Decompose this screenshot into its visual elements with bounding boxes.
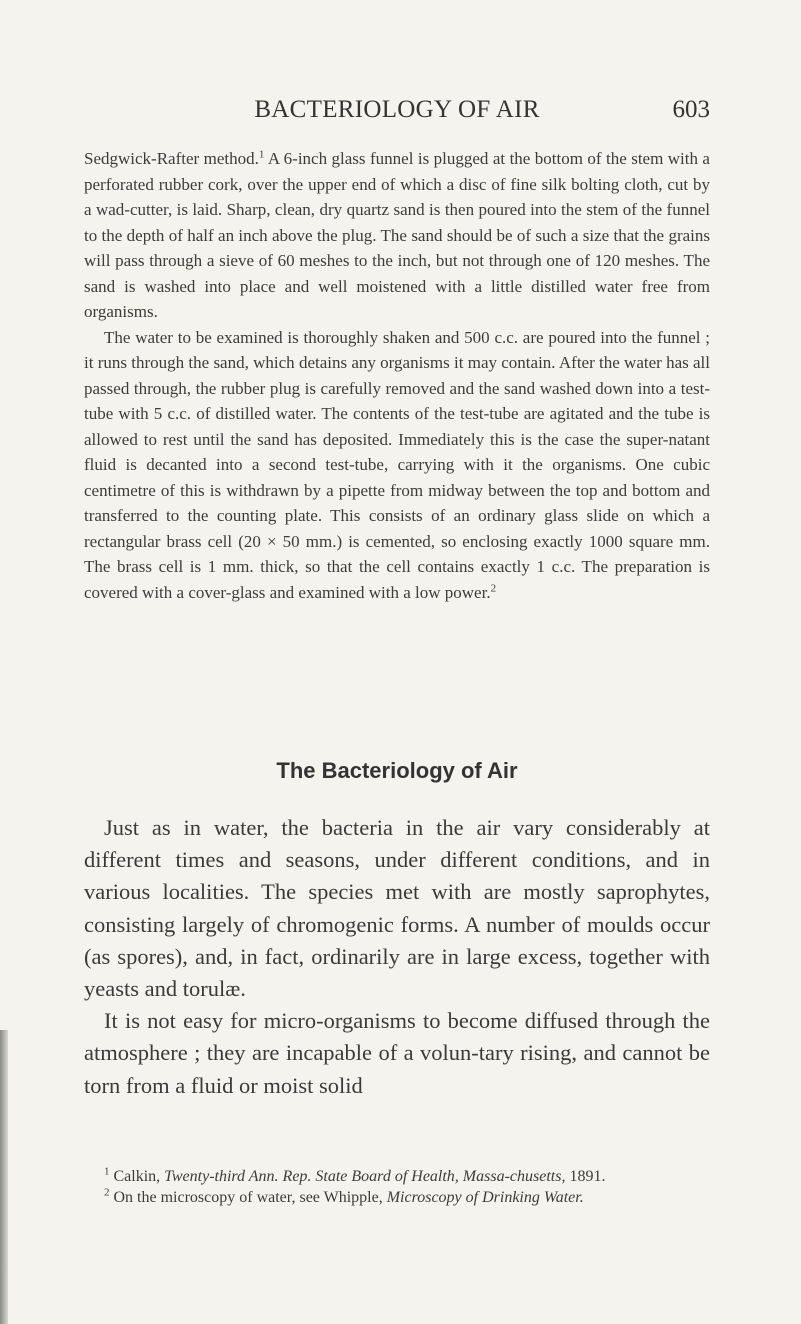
footnote-text: 1891. [565,1168,606,1185]
section-paragraph: It is not easy for micro-organisms to become diffused through the atmosphere ; they are incapable of a volun-tary rising, and cannot be torn from a fluid or moist solid [84,1008,710,1098]
paragraph-text: Sedgwick-Rafter method. [84,149,259,168]
footnote-text: On the microscopy of water, see Whipple, [109,1189,387,1206]
method-description [84,146,710,605]
running-title: BACTERIOLOGY OF AIR [254,96,540,123]
running-head [84,96,710,130]
paragraph-sedgwick-rafter [84,146,710,325]
paragraph-text: A 6-inch glass funnel is plugged at the bottom of the stem with a perforated rubber cork, over the upper end of which a disc of fine silk bolting cloth, cut by a wad-cutter, is laid. Sharp, clean, dry quartz sand is then poured into the stem of the funnel to the depth of half an inch above the plug. The sand should be of such a size that the grains will pass through a sieve of 60 meshes to the inch, but not through one of 120 meshes. The sand is washed into place and well moistened with a little distilled water free from organisms. [84,149,710,321]
footnotes [84,1166,710,1208]
footnote-citation: Twenty-third Ann. Rep. State Board of Health, Massa-chusetts, [164,1168,566,1185]
paragraph-text: The water to be examined is thoroughly shaken and 500 c.c. are poured into the funnel ; it runs through the sand, which detains any organisms it may contain. After the water has all passed through, the rubber plug is carefully removed and the sand washed down into a test-tube with 5 c.c. of distilled water. The contents of the test-tube are agitated and the tube is allowed to rest until the sand has deposited. Immediately this is the case the super-natant fluid is decanted into a second test-tube, carrying with it the organisms. One cubic centimetre of this is withdrawn by a pipette from midway between the top and bottom and transferred to the counting plate. This consists of an ordinary glass slide on which a rectangular brass cell (20 × 50 mm.) is cemented, so enclosing exactly 1000 square mm. The brass cell is 1 mm. thick, so that the cell contains exactly 1 c.c. The preparation is covered with a cover-glass and examined with a low power. [84,327,710,602]
footnote-marker: 2 [104,1186,110,1199]
footnote-ref-1: 1 [258,148,265,161]
footnote-citation: Microscopy of Drinking Water. [386,1189,584,1206]
footnote-ref-2: 2 [490,581,497,594]
page-edge-shadow [0,1030,8,1324]
section-heading: The Bacteriology of Air [276,758,518,783]
footnote-marker: 1 [104,1165,110,1178]
footnote-1 [84,1166,710,1187]
section-paragraph: Just as in water, the bacteria in the air vary considerably at different times and seasons, under different conditions, and in various localities. The species met with are mostly saprophytes, consisting largely of chromogenic forms. A number of moulds occur (as spores), and, in fact, ordinarily are in large excess, together with yeasts and torulæ. [84,815,710,1002]
section-body [84,812,710,1102]
footnote-text: Calkin, [109,1168,165,1185]
paragraph-procedure [84,325,710,606]
page-number: 603 [672,96,710,123]
footnote-2 [84,1187,710,1208]
